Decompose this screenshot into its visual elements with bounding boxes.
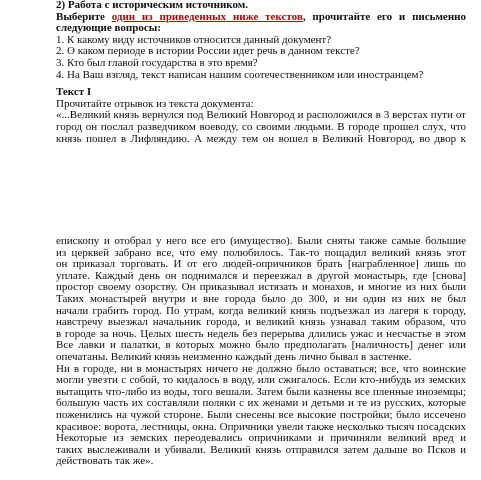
excerpt-line: большую часть их составляли поляки с их женами и детьми и те из русских, которые (56, 398, 466, 410)
excerpt-line: навстречу выезжал начальник города, и великий князь узнавал таким образом, что (56, 317, 466, 329)
instruction-after: , прочитайте его и письменно (302, 11, 466, 23)
excerpt-line: простор своему озорству. Он приказывал истязать и монахов, и многие из них были (56, 282, 466, 294)
excerpt-line: князь пошел в Лифляндию. А между тем он вошел в Великий Новгород, во двор к (56, 133, 466, 145)
excerpt-line: город он послал разведчиком воеводу, со своими людьми. В городе прошел слух, что (56, 121, 466, 133)
question-item: 4. На Ваш взгляд, текст написан нашим соотечественником или иностранцем? (56, 68, 424, 81)
excerpt-line: Ни в городе, ни в монастырях ничего не должно было оставаться; все, что воинские (56, 363, 466, 375)
text-title: Текст I (56, 86, 92, 99)
question-item: 1. К какому виду источников относится данный документ? (56, 33, 332, 46)
excerpt-line: Все лавки и палатки, в которых можно было предполагать [наличность] денег или (56, 340, 466, 352)
excerpt-line: действовать так же». (56, 456, 154, 468)
excerpt-line: он приказал торговать. И от его людей-опричников брать [награбленное] лишь по (56, 259, 466, 271)
task-section (56, 0, 466, 145)
excerpt-line: таких выслеживали и убивали. Великий князь отправился затем дальше во Псков и (56, 444, 466, 456)
source-excerpt-start (56, 110, 466, 145)
text-intro: Прочитайте отрывок из текста документа: (56, 97, 254, 110)
excerpt-line: вытащить что-либо из воды, того вешали. Затем были казнены все пленные иноземцы; (56, 386, 466, 398)
question-item: 3. Кто был главой государства в это время? (56, 56, 258, 69)
excerpt-line: поженились на чужой стороне. Были снесены все высокие постройки; было иссечено (56, 409, 466, 421)
question-item: 2. О каком периоде в истории России идет речь в данном тексте? (56, 45, 360, 58)
task-instruction-continued: следующие вопросы: (56, 22, 161, 35)
excerpt-line: в городе за ночь. Целых шесть недель без перерыва длились ужас и несчастье в этом (56, 328, 466, 340)
excerpt-line: уплате. Каждый день он поднимался и переезжал в другой монастырь, где [снова] (56, 270, 466, 282)
texts-link[interactable]: один из приведенных ниже текстов (111, 11, 303, 23)
excerpt-line: из церквей забрано все, что ему полюбилось. Так-то пощадил великий князь этот (56, 247, 466, 259)
excerpt-line: начали грабить город. По утрам, когда великий князь подъезжал из лагеря к городу, (56, 305, 466, 317)
excerpt-line: «...Великий князь вернулся под Великий Новгород и расположился в 3 верстах пути от (56, 110, 466, 122)
excerpt-line: красивое: ворота, лестницы, окна. Опричники увели также несколько тысяч посадских (56, 421, 466, 433)
task-heading: 2) Работа с историческим источником. (56, 0, 249, 11)
question-list (56, 35, 466, 81)
source-excerpt-continuation (56, 236, 466, 468)
excerpt-line: Таких монастырей внутри и вне города было до 300, и ни один из них не был (56, 293, 466, 305)
excerpt-line: опечатаны. Великий князь неизменно каждый день лично бывал в застенке. (56, 351, 412, 363)
excerpt-line: епископу и отобрал у него все его (имущество). Были сняты также самые большие (56, 236, 466, 247)
excerpt-line: могли увезти с собой, то кидалось в воду, или сжигалось. Если кто-нибудь из земских (56, 375, 466, 387)
excerpt-line: Некоторые из земских переодевались опричниками и причиняли великий вред и (56, 433, 466, 445)
instruction-before: Выберите (56, 11, 112, 23)
